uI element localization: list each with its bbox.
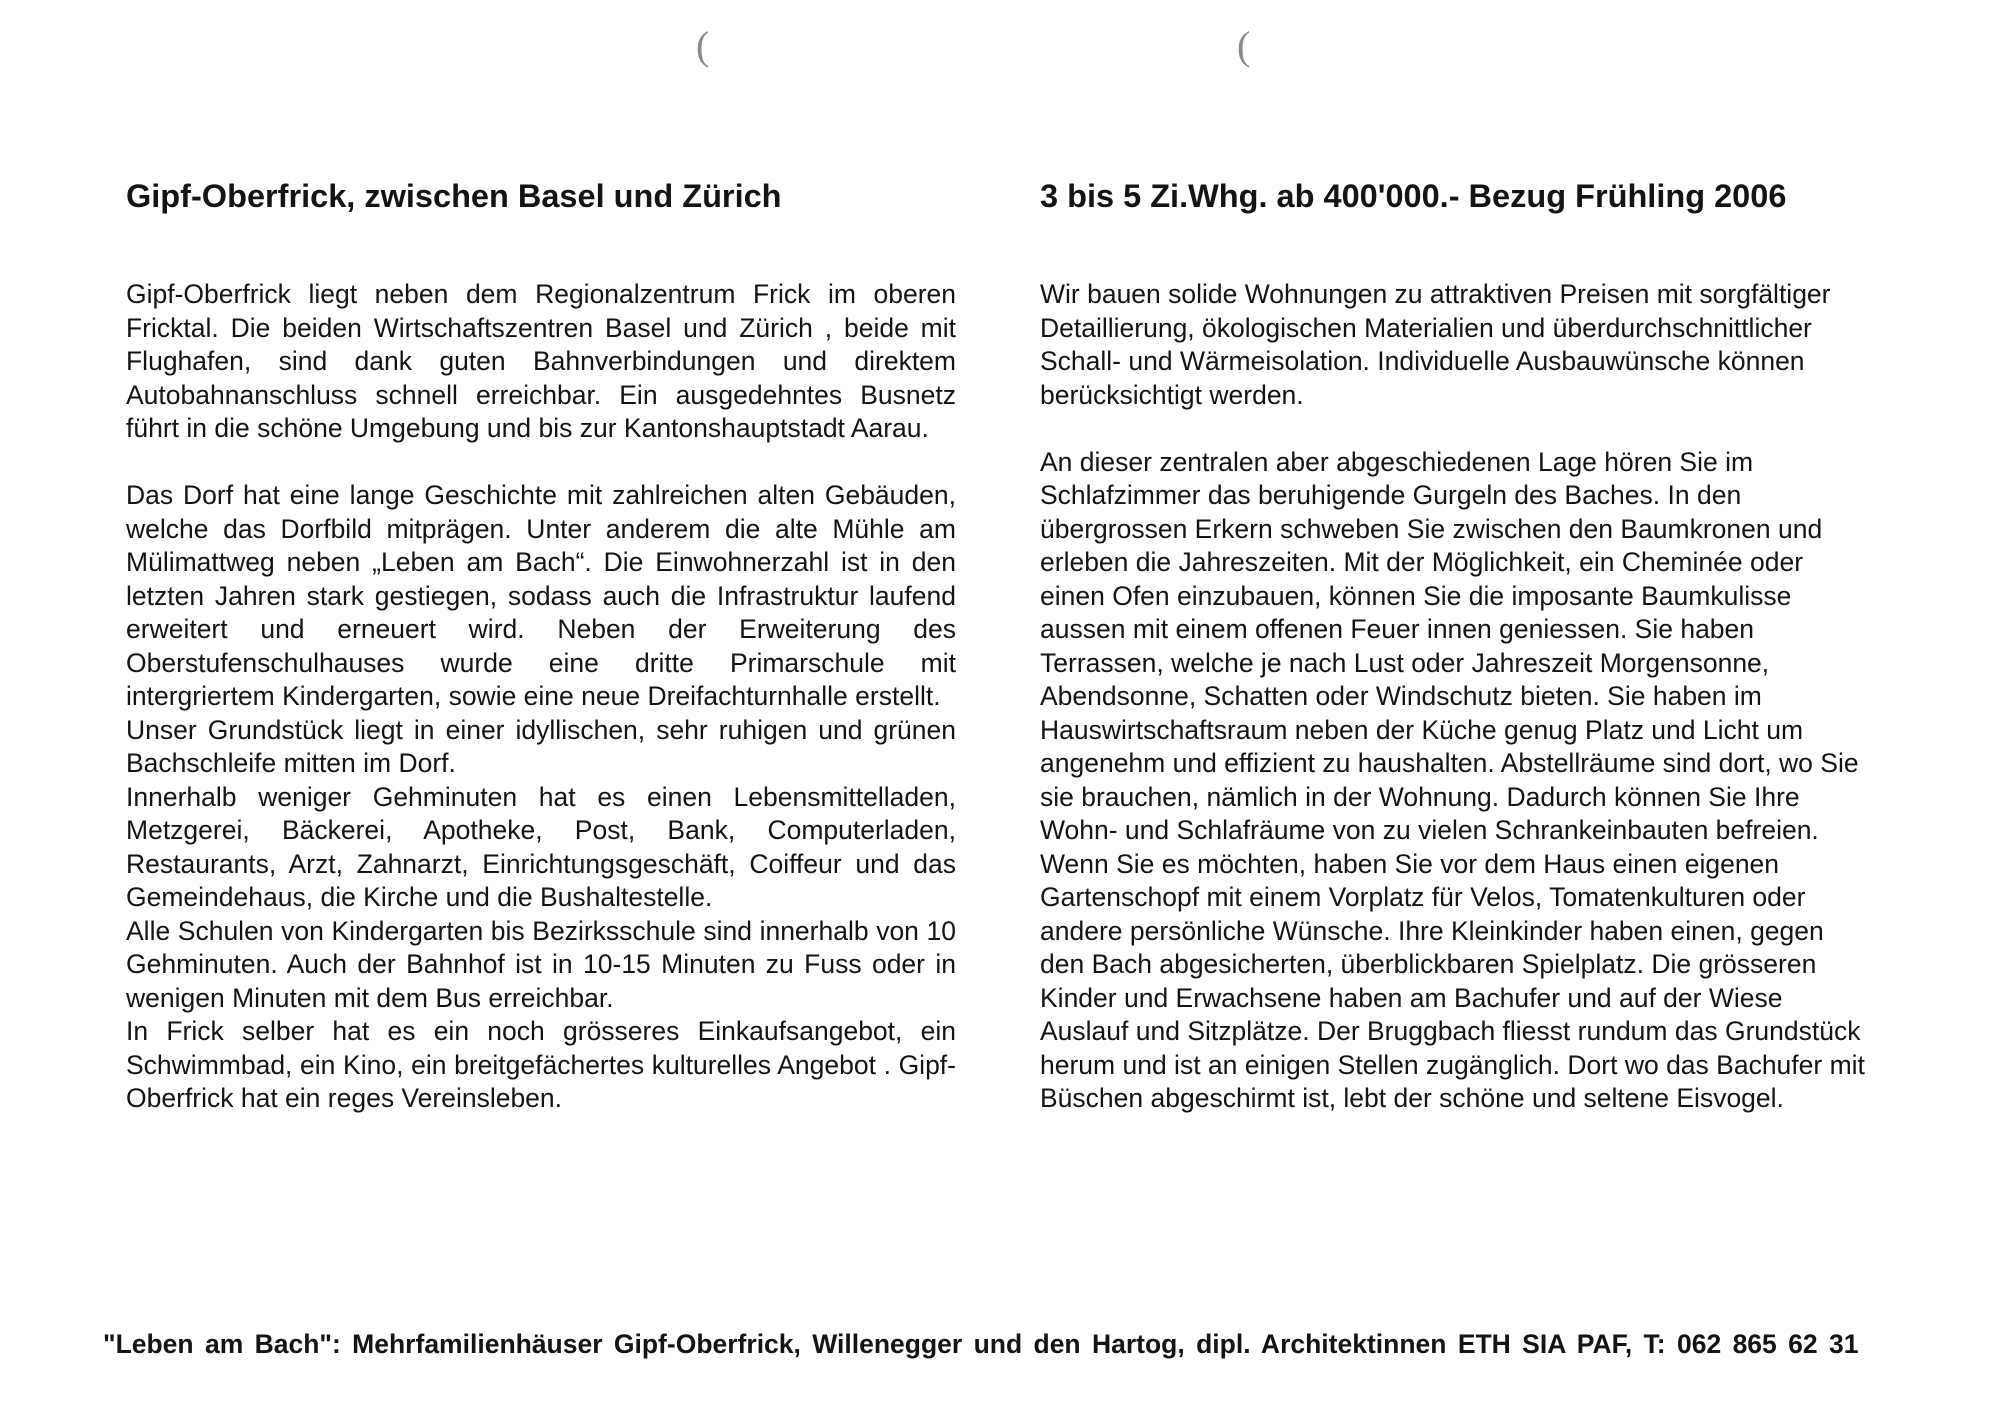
living-paragraph: An dieser zentralen aber abgeschiedenen Lage hören Sie im Schlafzimmer das beruhigende Gurgeln des Baches. In den übergrossen Erkern schweben Sie zwischen den Baumkronen und erleben die Jahreszeiten. Mit der Möglichkeit, ein Cheminée oder einen Ofen einzubauen, können Sie die imposante Baumkulisse aussen mit einem offenen Feuer innen geniessen. Sie haben Terrassen, welche je nach Lust oder Jahreszeit Morgensonne, Abendsonne, Schatten oder Windschutz bieten. Sie haben im Hauswirtschaftsraum neben der Küche genug Platz und Licht um angenehm und effizient zu haushalten. Abstellräume sind dort, wo Sie sie brauchen, nämlich in der Wohnung. Dadurch können Sie Ihre Wohn- und Schlafräume von zu vielen Schrankeinbauten befreien. Wenn Sie es möchten, haben Sie vor dem Haus einen eigenen Gartenschopf mit einem Vorplatz für Velos, Tomatenkulturen oder andere persönliche Wünsche. Ihre Kleinkinder haben einen, gegen den Bach abgesicherten, überblickbaren Spielplatz. Die grösseren Kinder und Erwachsene haben am Bachufer und auf der Wiese Auslauf und Sitzplätze. Der Bruggbach fliesst rundum das Grundstück herum und ist an einigen Stellen zugänglich. Dort wo das Bachufer mit Büschen abgeschirmt ist, lebt der schöne und seltene Eisvogel. [1040, 446, 1865, 1113]
construction-paragraph: Wir bauen solide Wohnungen zu attraktiven Preisen mit sorgfältiger Detaillierung, ökologischen Materialien und überdurchschnittlicher Schall- und Wärmeisolation. Individuelle Ausbauwünsche können berücksichtigt werden. [1040, 279, 1831, 410]
right-punch-mark: ( [1237, 23, 1251, 68]
right-column [1040, 278, 1870, 1116]
left-heading: Gipf-Oberfrick, zwischen Basel und Zürich [126, 178, 782, 214]
right-heading: 3 bis 5 Zi.Whg. ab 400'000.- Bezug Frühling 2006 [1040, 178, 1787, 214]
footer-contact-line: "Leben am Bach": Mehrfamilienhäuser Gipf-Oberfrick, Willenegger und den Hartog, dipl. Architektinnen ETH SIA PAF, T: 062 865 62 31 [103, 1329, 1859, 1359]
left-punch-mark: ( [696, 23, 710, 68]
location-paragraph: Gipf-Oberfrick liegt neben dem Regionalzentrum Frick im oberen Fricktal. Die beiden Wirtschaftszentren Basel und Zürich , beide mit Flughafen, sind dank guten Bahnverbindungen und direktem Autobahnanschluss schnell erreichbar. Ein ausgedehntes Busnetz führt in die schöne Umgebung und bis zur Kantonshauptstadt Aarau. [126, 279, 956, 443]
amenities-paragraph: Innerhalb weniger Gehminuten hat es einen Lebensmittelladen, Metzgerei, Bäckerei, Apotheke, Post, Bank, Computerladen, Restaurants, Arzt, Zahnarzt, Einrichtungsgeschäft, Coiffeur und das Gemeindehaus, die Kirche und die Bushaltestelle. [126, 781, 956, 912]
village-history-paragraph: Das Dorf hat eine lange Geschichte mit zahlreichen alten Gebäuden, welche das Dorfbild mitprägen. Unter anderem die alte Mühle am Mülimattweg neben „Leben am Bach“. Die Einwohnerzahl ist in den letzten Jahren stark gestiegen, sodass auch die Infrastruktur laufend erweitert und erneuert wird. Neben der Erweiterung des Oberstufenschulhauses wurde eine dritte Primarschule mit intergriertem Kindergarten, sowie eine neue Dreifachturnhalle erstellt. [126, 480, 956, 711]
property-paragraph: Unser Grundstück liegt in einer idyllischen, sehr ruhigen und grünen Bachschleife mitten im Dorf. [126, 714, 956, 778]
schools-paragraph: Alle Schulen von Kindergarten bis Bezirksschule sind innerhalb von 10 Gehminuten. Auch der Bahnhof ist in 10-15 Minuten zu Fuss oder in wenigen Minuten mit dem Bus erreichbar. [126, 915, 956, 1013]
frick-paragraph: In Frick selber hat es ein noch grösseres Einkaufsangebot, ein Schwimmbad, ein Kino, ein breitgefächertes kulturelles Angebot . Gipf-Oberfrick hat ein reges Vereinsleben. [126, 1016, 956, 1113]
left-column [126, 278, 956, 1116]
